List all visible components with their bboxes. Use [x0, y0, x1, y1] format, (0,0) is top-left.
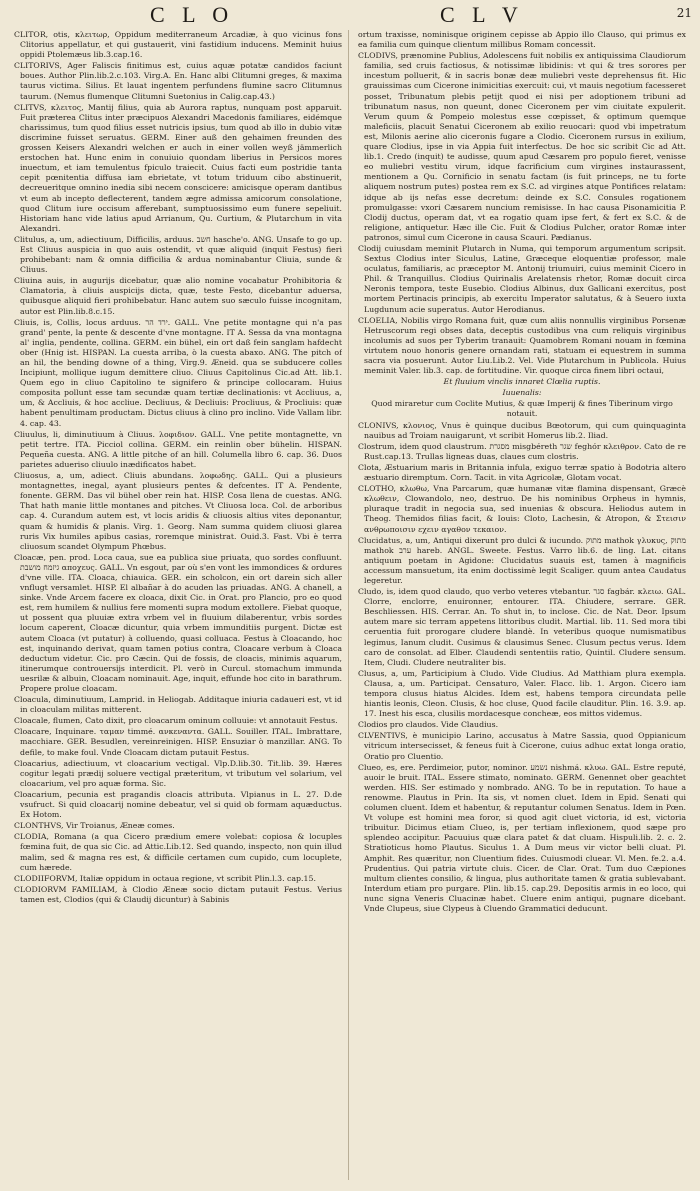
left-running-head: C L O [150, 2, 235, 27]
entry-clodij: Clodij cuiusdam meminit Plutarch in Numa, qui temporum argumentum scripsit. Sextus Clodius inter Siculus, Latine, Græceque eloquentiæ professor, male oculatus, familiaris, ac præceptor M. Antonij triumuiri, cuius meminit Cicero in Phil. & Tranquillus. Clodius Quirinalis Arelatensis rhetor, Romæ docuit circa Neronis tempora, teste Eusebio. Clodius Albinus, dux Gallicani exercitus, post mortem Pertinacis principis, ab exercitu Imperator salutatus, & à Seuero iuxta Lugdunum acie superatus. Autor Herodianus. [358, 243, 686, 314]
entry-clueo: Clueo, es, ere. Perdimeior, putor, nominor. נשמע nishmá. κλυω. GAL. Estre reputé, auoir le bruit. ITAL. Essere stimato, nominato. GERM. Genennet ober geachtet werden. HIS. Ser estimado y nombrado. ANG. To be in reputation. To haue a renowme. Plautus in Prin. Ita sis, vt nomen cluet. Idem in Epid. Senati qui columen cluent. Idem et habentur, & reputantur columen Senatus. Idem in Pœn. Vt volupe est homini mea foror, si quod agit cluet victoria, id est, victoria tribuitur. Dicimus etiam Clueo, is, per tertiam inflexionem, quod sæpe pro splendeo accipitur. Pacuuius quæ clara patet & dat cluam. Hispuli.lib. 2. c. 2. Stratioticus homo Plautus. Siculus 1. A Dum meus vir victor belli cluat. Pl. Amphit. Res quæritur, non Cluentium fides. Cuiusmodi cluear. Vl. Men. fe.2. a.4. Prudentius. Qui patria virtute cluis. Cicer. de Clar. Orat. Tum duo Cæpiones multum clientes consilio, & lingua, plus authoritate tamen & gratia sublevabant. Interdum etiam pro purgare. Plin. lib.15. cap.29. Depositis armis in eo loco, qui nunc signa Veneris Cluacinæ habet. Cluere enim antiqui, pugnare dicebant. Vnde Clupeus, siue Clypeus à Cluendo Grammatici deducunt. [358, 762, 686, 913]
page-number: 21 [676, 6, 692, 20]
entry-clodiorum-familiam: CLODIORVM FAMILIAM, à Clodio Æneæ socio dictam putauit Festus. Verius tamen est, Clodios (qui & Claudij dicuntur) à Sabinis [14, 884, 342, 904]
entry-clostrum: Clostrum, idem quod claustrum. מסגרת misgbéreth שגר feghór κλειθρον. Cato de re Rust.cap.13. Trullas ligneas duas, claues cum clostris. [358, 441, 686, 461]
entry-clodia: CLODIA, Romana (a qua Cicero prædium emere volebat: copiosa & locuples fœmina fuit, de qua sic Cic. ad Attic.Lib.12. Sed quando, inspecto, non quin illud malim, sed & magna res est, & difficile certamen cum cupido, cum locuplete, cum hærede. [14, 832, 342, 872]
entry-clodiiforum: CLODIIFORVM, Italiæ oppidum in octaua regione, vt scribit Plin.l.3. cap.15. [14, 873, 316, 883]
entry-cloacare: Cloacare, Inquinare. ταμαν timmé. ανκεναντα. GALL. Souiller. ITAL. Imbrattare, macchiare. GER. Besudlen, vereinreinigen. HISP. Ensuziar ò manzillar. ANG. To defile, to make foul. Vnde Cloacam dictam putauit Festus. [14, 727, 342, 757]
entry-cloacae: Cloacæ, pen. prod. Loca caua, sue ea publica siue priuata, quo sordes confluunt. גיזמח מושבת αποχευς. GALL. Vn esgout, par où s'en vont les immondices & ordures d'vne ville. ITA. Cloaca, chiauica. GER. ein scholcon, ein ort darein sich aller vnflugt versamlet. HISP. El albañar à do acuden las priuadas. ANG. A chanell, a sinke. Vnde Arcem facere ex cloaca, dixit Cic. in Orat. pro Plancio, pro eo quod est, rem humilem & nullius fere momenti supra modum extollere. Fiebat quoque, ut possent qua pluuiæ extra vrbem vel in fluuium dilaberentur, vrbis sordes locum caperent, Cloacæ dicuntur, quia vrbem immunditiis purgent. Dictæ est autem Cloaca (vt putatur) à colluendo, quasi colluaca. Festus à Cloacando, hoc est, inquinando derivat, quam tamen potius contra, Cloacare verbum à Cloaca deductum videtur. Cic. pro Cæcin. Qui de fossis, de cloacis, minimis aquarum, itinerumque controuersijs interdicit. Pl. verò in Curcul. stomachum immunda uesrilæ & albuin, Cloacam nominauit. Age, inquit, effunde hoc cito in barathrum. Propere prolue cloacam. [14, 552, 342, 693]
entry-clitulus: Clitulus, a, um, adiectiuum, Difficilis, arduus. חשב hasche'o. ANG. Unsafe to go up. Est Cliuus auspicia in quo auis ostendit, vt quæ aliquid (inquit Festus) fieri prohibebant: nam & omnia difficilia & ardua nominabantur Cliuia, sunde & Cliuus. [14, 234, 342, 275]
entry-cliuis: Cliuis, is, Collis, locus arduus. ירד הר. GALL. Vne petite montagne qui n'a pas grand' pente, la pente & descente d'vne montagne. IT A. Sessa da vna montagna al' inglia, pendente, collina. GERM. ein bühel, ein ort daß fein sanglam hafdecht ober (Hnig ist. HISPAN. La cuesta arriba, ò la cuesta abaxo. ANG. The pitch of an hil, the bending downe of a thing, Virg.9. Æneid. qua se subducere colles Incipiunt, mollique iugum demittere cliuo. Cliuus Capitolinus Cic.ad Att. lib.1. Quem ego in cliuo Capitolino te signifero & principe collocaram. Huius composita pollunt esse tam secundæ quam tertiæ declinationis: vt Accliuus, a, um, & Accliuis, & hoc accliue. Decliuus, & Decliuis: Procliuus, & Procliuis: quæ habent penultimam productam. Dictus cliuus à clino pro inclino. Vide Vallam libr. 4. cap. 43. [14, 317, 342, 428]
entry-clodius: CLODIVS, prænomine Publius, Adolescens fuit nobilis ex antiquissima Claudiorum familia, sed cruis factiosus, & notissimæ libidinis: vt qui & tres sorores per incestum polluerit, & in sacris bonæ deæ muliebri veste deprehensus fit. Hic grauissimas cum Cicerone inimicitias exercuit: cui, vt mauis negotium facesseret posset, Tribunatum plebis petijt quod ei nisi per adoptionem tribuni ad tribunatum nasus, non queunt, donec Ciceronem per vim ciuitate expulerit. Verum quum & Pompeio molestus esse cœpisset, & optimum quemque maleficiis, placuit Senatui Ciceronem ab exilio reuocari: quod vbi impetratum est, Milonis aerine alio ciceronis fugare a Clodio. Ciceronem rursus in exilium, quare Clodius, ipse in via Appia fuit interfectus. De hoc sic scribit Cic ad Att. lib.1. Credo (inquit) te audisse, quum apud Cæsarem pro populo fieret, venisse eo muliebri vestitu virum, idque facrificium cum virgines instaurassent, mentionem a Qu. Cornificio in senatu factam (is fuit princeps, ne tu forte aliquem nostrum putes) postea rem ex S.C. ad virgines atque Pontifices relatam: idque ab ijs nefas esse decretum: deinde ex S.C. Consules rogationem promulgasse: vxori Cæsarem nuncium remisisse. In hac causa Pisonamicitia P. Clodij ductus, operam dat, vt ea rogatio quam ipse fert, & fert ex S.C. & de religione, antiquetur. Hæc ille Cic. Fuit & Clodius Pulcher, orator Romæ inter patronos, simul cum Cicerone in causa Scauri. Pædianus. [358, 51, 686, 242]
entry-cloacula: Cloacula, diminutiuum, Lamprid. in Heliogab. Additaque iniuria cadaueri est, vt id in cloaculam militas mitterent. [14, 695, 342, 715]
entry-cluentius: CLVENTIVS, è municipio Larino, accusatus à Matre Sassia, quod Oppianicum vitricum intersecisset, & feneus fuit à Cicerone, cuius adhuc extat longa oratio, Oratio pro Cluentio. [358, 731, 686, 761]
entry-clucidatus: Clucidatus, a, um, Antiqui dixerunt pro dulci & iucundo. מתוק mathok γλυκυς, מתוק mathok ערב hareb. ANGL. Sweete. Festus. Varro lib.6. de ling. Lat. citans antiquum poetam in Agidone: Clucidatus suauis est, tamen à magnificis accessum mansuetum, ita enim doctissimè legit Scaliger. quum antea Caudatus legeretur. [358, 535, 686, 585]
entry-continuation: ortum traxisse, nominisque originem cepisse ab Appio illo Clauso, qui primus ex ea familia cum quinque clientum millibus Romam concessit. [358, 30, 686, 50]
entry-cludo: Cludo, is, idem quod claudo, quo verbo veteres vtebantur. סגר fagbár. κλειω. GAL. Clorre, enclorre, enuironner, entourer. ITA. Chiudere, serrare. GER. Beschliessen. HIS. Cerrar. An. To shut in, to inclose. Cic. de Nat. Deor. Ipsum autem mare sic terram appetens littoribus cludit. Martial. lib. 11. Sed mora tibi ceruentia fuit prorogare cludere blandè. In veteribus quoque numismatibus legimus, Ianum cludit. Cusimus & clausimus Senec. Clusum pectus verus. Idem caro de consolat. ad Elber. Claudendi sententiis ratio, Quintil. Cludere sensum. Item, Cludi. Cludere neutraliter bis. [358, 587, 686, 667]
entry-clitorius: CLITORIVS, Ager Faliscis finitimus est, cuius aquæ potatæ candidos faciunt boues. Author Plin.lib.2.c.103. Virg.A. En. Hanc albi Clitumni greges, & maxima taurus victima. Silius. Et lauat ingentem perfundens flumine sacro Clitumnus taurum. (Nemus flumenque Clitumni Suetonius in Calig.cap.43.) [14, 61, 342, 101]
entry-cliuulus: Cliuulus, li, diminutiuum à Cliuus. λοφιδιον. GALL. Vne petite montagnette, vn petit tertre. ITA. Picciol collina. GERM. ein reinlin ober bühelin. HISPAN. Pequeña cuesta. ANG. A little pitche of an hill. Columella libro 6. cap. 36. Duos parietes adueriso cliuulo inædificatos habet. [14, 429, 342, 469]
page-header [0, 0, 700, 28]
entry-cliuina: Cliuina auis, in augurijs dicebatur, quæ alio nomine vocabatur Prohibitoria & Clamatoria, à cliuis auspicijs dicta, quæ, teste Festo, dicebantur aduersa, quibusque aliquid fieri prohibebatur. Hanc autem suo sæculo fuisse incognitam, autor est Plin.lib.8.c.15. [14, 276, 342, 316]
entry-clotho: CLOTHO, κλωθω, Vna Parcarum, quæ humanæ vitæ flamina dispensant, Græcè κλωθειν, Clowandolo, neo, destruo. De his nominibus Orpheus in hymnis, pluraque tradit in negocia sua, sed inuenias & obscura. Heliodus autem in Theog. Themidos filias facit, & Iouis: Cloto, Lachesin, & Atropon, & Στεισιν ανθρωποισιν εχειν αγαθον τεκαιον. [358, 484, 686, 534]
entry-cloacarius: Cloacarius, adiectiuum, vt cloacarium vectigal. Vlp.D.lib.30. Tit.lib. 39. Hæres cogitur legati prædij soluere vectigal præteritum, vt tributum vel solarium, vel cloacarium, vel pro aquæ forma. Sic. [14, 758, 342, 788]
verse-line: Et fluuium vinclis innaret Clœlia ruptis. [443, 377, 601, 387]
entry-clitus: CLITVS, κλειτος, Mantij filius, quia ab Aurora raptus, nunquam post apparuit. Fuit præterea Clitus inter præcipuos Alexandri Macedonis familiares, eidémque charissimus, tum quod filius esset nutricis ipsius, tum quod ab illo in dubio vitæ discrimine fuisset seruatus. GERM. Einer auß den gehaimen freunden des grossen Keisers Alexandri welchen er auch in einer vollen weyß jämmerlich erstochen hat. Hunc enim in conuiuio quondam liberius in Persicos mores inuectum, et iam temulentus fpiculo traiecit. Cuius facti eum postridie tanta cepit pœnitentia diffusa iam ebrietate, vt totum triduum cibo abstinuerit, decreueritque omnino inedia sibi necem conscicere: amicisque operam dantibus vt eum ab incepto deflecterent, tandem ægre admissa amicorum consolatione, quod Clitum iure occisum afferebant, sumptuosissimo eum funere sepeliuit. Historiam hanc vide latius apud Arrianum, Qu. Curtium, & Plutarchum in vita Alexandri. [14, 102, 342, 233]
entry-cloacale: Cloacale, flumen, Cato dixit, pro cloacarum ominum colluuie: vt annotauit Festus. [14, 716, 338, 726]
verse-source: Iuuenalis: [502, 388, 542, 398]
entry-cliuosus: Cliuosus, a, um, adiect. Cliuis abundans. λοφωδης. GALL. Qui a plusieurs montagnettes, inegal, ayant plusieurs pentes & defcentes. IT A. Pendente, fonente. GERM. Das vil bühel ober rein hat. HISP. Cosa llena de cuestas. ANG. That hath manie little montanes and pitches. Vt Cliuosa loca. Col. de arboribus cap. 4. Curandum autem est, vt locis aridis & cliuosis altius vites deponantur, quam & humidis & planis. Virg. 1. Georg. Nam summa quidem cliuosi glarea ruris Vix humiles apibus casias, roremque ministrat. Ouid.3. Fast. Vbi è terra cliuosum scandet Olympum Phœbus. [14, 471, 342, 551]
right-column [358, 30, 686, 1180]
entry-cloelia: CLOELIA, Nobilis virgo Romana fuit, quæ cum aliis nonnullis virginibus Porsenæ Hetruscorum regi obses data, deceptis custodibus vna cum reliquis virginibus incolumis ad suos per Tyberim tranauit: Quamobrem Romani nouam in fœmina virtutem nouo honoris genere ornandam rati, statuam ei equestrem in summa sacra via posuerunt. Autor Liu.Lib.2. Vel. Vide Plutarchum in Publicola. Huius meminit Valer. lib.3. cap. de fortitudine. Vir. quoque circa finem libri octaui, [358, 315, 686, 376]
column-divider [348, 30, 349, 1180]
verse-quote: Quod miraretur cum Coclite Mutius, & quæ Imperij & fines Tiberinum virgo notauit. [371, 399, 673, 419]
entry-clota: Clota, Æstuarium maris in Britannia infula, exiguo terræ spatio à Bodotria altero æstuario diremptum. Corn. Tacit. in vita Agricolæ, Glotam vocat. [358, 462, 686, 483]
entry-clonthus: CLONTHVS, Vir Troianus, Æneæ comes. [14, 821, 175, 831]
entry-clodios: Clodios pro claudos. Vide Claudius. [358, 720, 499, 730]
entry-clusus: Clusus, a, um, Participium à Cludo. Vide Cludius. Ad Matthiam plura exempla. Clausa, a, um. Participat. Censaturo, Valer. Flacc. lib. 1. Argon. Cicero iam tempora clusus hiatus Alcides. Idem est, habens tempora circundata pelle hiantis leonis, Cleon. Clusis, & hoc cluse, Quod facile clauditur. Plin. 16. 3.9. ap. 17. Inest his esca, clusilis mordacesque concheæ, eos mittos videmus. [358, 668, 686, 719]
left-column [14, 30, 342, 1180]
entry-clitor: CLITOR, otis, κλειτωρ, Oppidum mediterraneum Arcadiæ, à quo vicinus fons Clitorius appellatur, et qui gustauerit, vini fastidium inducens. Meminit huius oppidi Ptolemæus lib.3.cap.16. [14, 30, 342, 60]
entry-clonius: CLONIVS, κλονιος, Vnus è quinque ducibus Bœotorum, qui cum quinquaginta nauibus ad Troiam nauigarunt, vt scribit Homerus lib.2. Iliad. [358, 420, 686, 440]
entry-cloacarium: Cloacarium, pecunia est pragandis cloacis attributa. Vlpianus in L. 27. D.de vsufruct. Si quid cloacarij nomine debeatur, vel si quid ob formam aquæductus. Ex Hotom. [14, 789, 342, 820]
right-running-head: C L V [440, 2, 524, 27]
